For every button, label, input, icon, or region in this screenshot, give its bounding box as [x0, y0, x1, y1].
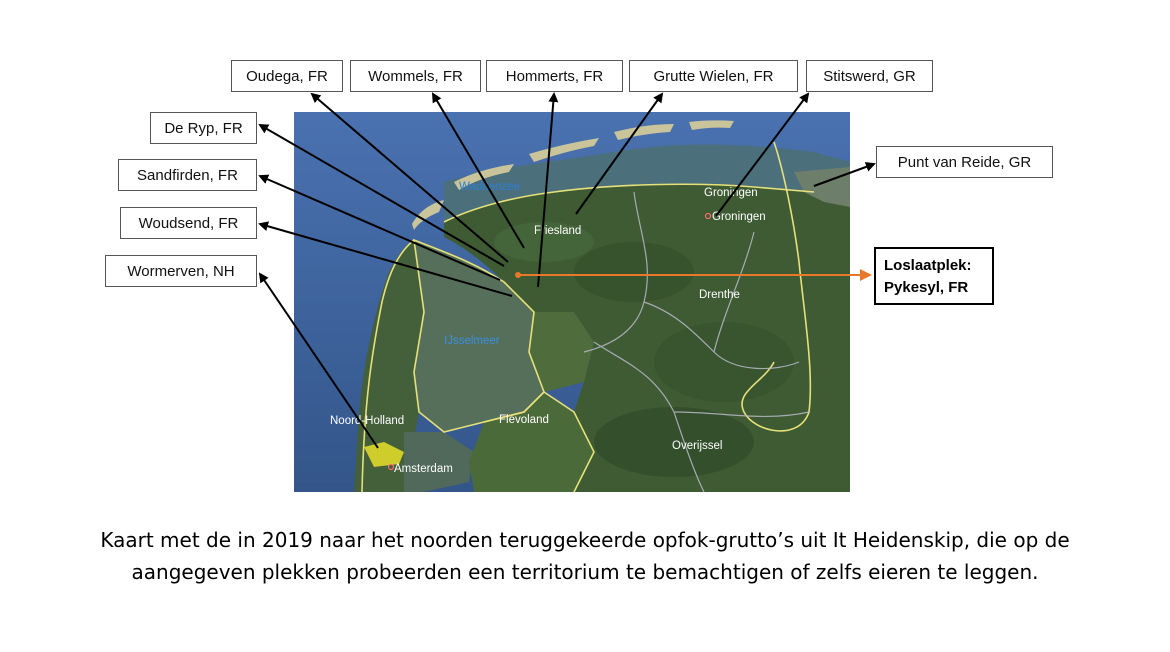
- map-label-amsterdam: Amsterdam: [394, 463, 453, 475]
- destination-label-grutte-wielen: Grutte Wielen, FR: [629, 60, 798, 92]
- destination-label-punt-van-reide: Punt van Reide, GR: [876, 146, 1053, 178]
- map-label-noord-holland: Noord-Holland: [330, 415, 405, 427]
- destination-label-woudsend: Woudsend, FR: [120, 207, 257, 239]
- destination-label-wormerven: Wormerven, NH: [105, 255, 257, 287]
- destination-label-sandfirden: Sandfirden, FR: [118, 159, 257, 191]
- map-label-drenthe: Drenthe: [699, 289, 740, 301]
- map-label-groningen-province: Groningen: [704, 187, 758, 199]
- map-label-groningen-city: Groningen: [712, 211, 766, 223]
- map-caption: [0, 524, 1170, 588]
- satellite-map: [294, 112, 850, 492]
- destination-label-stitswerd: Stitswerd, GR: [806, 60, 933, 92]
- map-label-overijssel: Overijssel: [672, 440, 723, 452]
- land-texture: [654, 322, 794, 402]
- destination-label-oudega: Oudega, FR: [231, 60, 343, 92]
- map-label-waddenzee: Waddenzee: [459, 181, 520, 193]
- caption-line-2: aangegeven plekken probeerden een territorium te bemachtigen of zelfs eieren te leggen.: [131, 560, 1039, 584]
- release-site-label: [874, 247, 994, 305]
- map-label-friesland: Friesland: [534, 225, 582, 237]
- destination-label-hommerts: Hommerts, FR: [486, 60, 623, 92]
- destination-label-de-ryp: De Ryp, FR: [150, 112, 257, 144]
- release-site-title: Loslaatplek:: [884, 257, 972, 274]
- caption-line-1: Kaart met de in 2019 naar het noorden teruggekeerde opfok-grutto’s uit It Heidenskip, die op de: [100, 528, 1070, 552]
- map-label-ijsselmeer: IJsselmeer: [444, 335, 500, 347]
- map-label-flevoland: Flevoland: [499, 414, 549, 426]
- land-texture: [574, 242, 694, 302]
- destination-label-wommels: Wommels, FR: [350, 60, 481, 92]
- release-site-name: Pykesyl, FR: [884, 279, 969, 296]
